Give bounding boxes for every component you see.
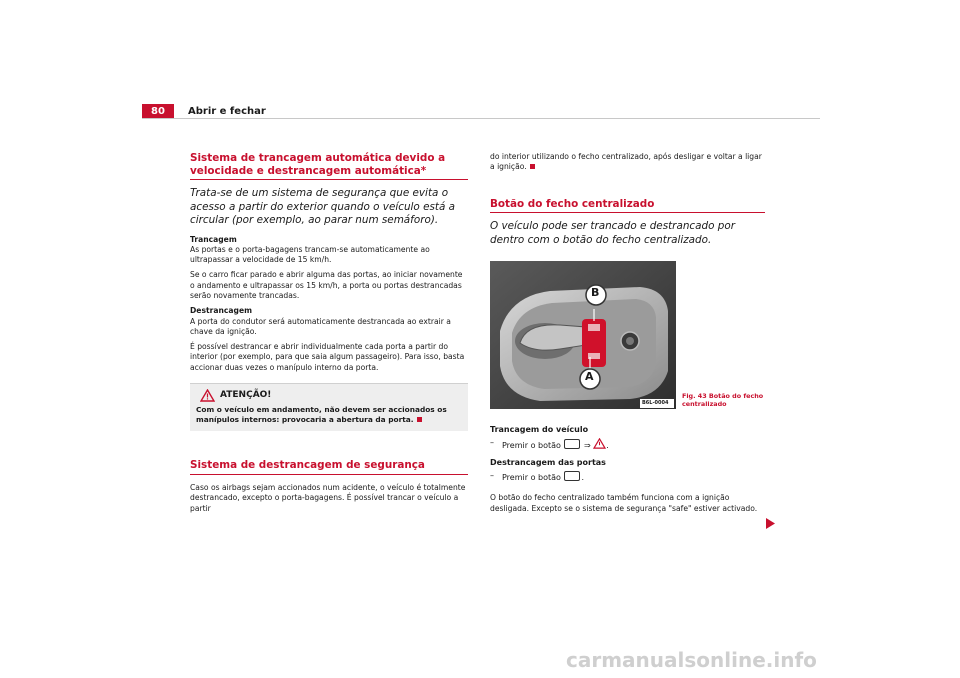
warning-triangle-icon [200, 389, 215, 402]
paragraph: Se o carro ficar parado e abrir alguma das portas, ao iniciar novamente o andamento e ultrapassar os 15 km/h, a porta ou portas destrancadas serão novamente trancadas. [190, 270, 463, 300]
warning-box [190, 383, 468, 431]
paragraph-continuation: do interior utilizando o fecho centralizado, após desligar e voltar a ligar a ignição. [490, 152, 762, 172]
section-intro-central-lock: O veículo pode ser trancado e destrancado por dentro com o botão do fecho centralizado. [490, 220, 735, 246]
paragraph: É possível destrancar e abrir individualmente cada porta a partir do interior (por exemplo, para que saia algum passageiro). Para isso, basta accionar duas vezes o manípulo interno da porta. [190, 342, 465, 372]
section-title-auto-locking: Sistema de trancagem automática devido a velocidade e destrancagem automática* [190, 152, 468, 180]
paragraph: A porta do condutor será automaticamente destrancada ao extrair a chave da ignição. [190, 316, 451, 336]
next-page-arrow-icon [766, 518, 775, 529]
door-panel-illustration [490, 261, 676, 409]
see-arrow: ⇒ [584, 441, 591, 451]
step-text: Premir o botão [502, 472, 561, 482]
figure-label-a: A [585, 370, 594, 384]
subhead-lock-vehicle: Trancagem do veículo [490, 425, 589, 435]
left-column [190, 152, 468, 519]
unlock-button-icon [564, 471, 580, 481]
note-paragraph: O botão do fecho centralizado também funciona com a ignição desligada. Excepto se o sistema de segurança "safe" estiver activado. [490, 493, 758, 513]
paragraph: As portas e o porta-bagagens trancam-se automaticamente ao ultrapassar a velocidade de 15 km/h. [190, 244, 430, 265]
section-title-safety-unlocking: Sistema de destrancagem de segurança [190, 459, 468, 475]
warning-title [200, 389, 462, 402]
step-dash: – [490, 438, 494, 448]
end-of-section-mark [530, 164, 535, 169]
section-intro-auto-locking: Trata-se de um sistema de segurança que evita o acesso a partir do exterior quando o veículo está a circular (por exemplo, ao parar num semáforo). [190, 187, 455, 226]
figure-door-panel [490, 261, 676, 409]
subhead-locking: Trancagem [190, 234, 237, 244]
page-number: 80 [142, 104, 174, 119]
warning-text: Com o veículo em andamento, não devem ser accionados os manípulos internos: provocaria a abertura da porta. [196, 405, 447, 425]
figure-label-b: B [591, 286, 600, 300]
watermark: carmanualsonline.info [566, 648, 817, 672]
header-rule [142, 118, 820, 119]
step-dash: – [490, 470, 494, 480]
warning-title-text: ATENÇÃO! [220, 390, 272, 401]
end-of-section-mark [417, 417, 422, 422]
warning-triangle-icon [593, 438, 606, 449]
step-unlock: – Premir o botão . [490, 470, 585, 482]
figure-code: B6L-0004 [642, 400, 669, 407]
running-title: Abrir e fechar [188, 106, 266, 117]
subhead-unlock-doors: Destrancagem das portas [490, 457, 606, 467]
figure-caption: Fig. 43 Botão do fecho centralizado [682, 392, 764, 408]
section-title-central-lock-button: Botão do fecho centralizado [490, 198, 765, 214]
lock-button-icon [564, 439, 580, 449]
step-lock: – Premir o botão ⇒ . [490, 438, 609, 451]
step-text: Premir o botão [502, 441, 561, 451]
right-column [490, 152, 765, 519]
paragraph: Caso os airbags sejam accionados num acidente, o veículo é totalmente destrancado, excepto o porta-bagagens. É possível trancar o veículo a partir [190, 482, 466, 513]
subhead-unlocking: Destrancagem [190, 306, 253, 316]
